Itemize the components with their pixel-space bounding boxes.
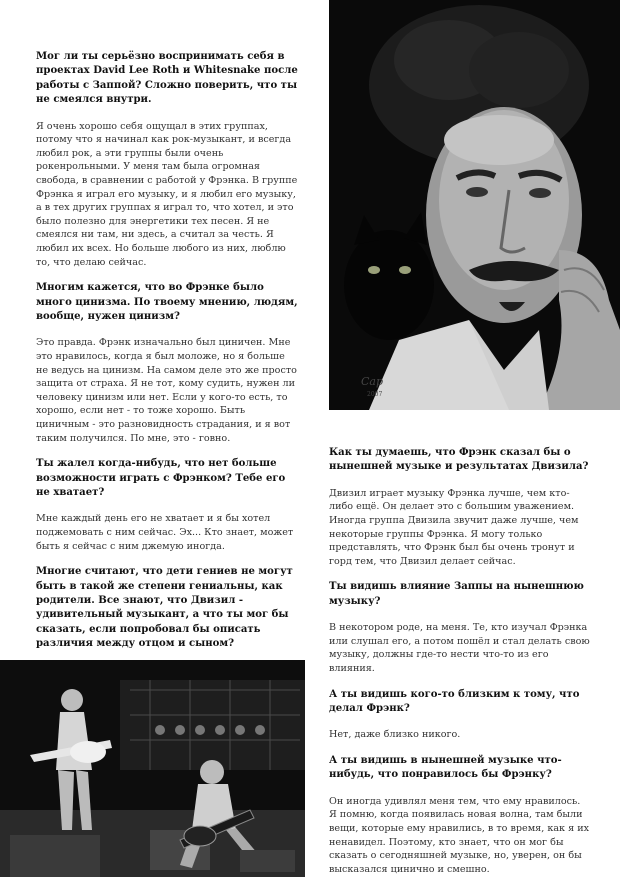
answer-1: Я очень хорошо себя ощущал в этих группах, потому что я начинал как рок-музыкант, и всегда любил рок, а эти группы были очень рокенрольными. У меня там была огромная свобода, в сравнении с работой у Фрэнка. В группе Фрэнка я играл его музыку, и я любил его музыку, а в тех других группах я играл то, что хотел, и это было полезно для энергетики тех песен. Я не смеялся ни там, ни здесь, а считал за честь. Я любил их всех. Но больше любого из них, люблю то, что делаю сейчас. bbox=[36, 120, 298, 268]
answer-7: Нет, даже близко никого. bbox=[329, 729, 461, 741]
band-photo bbox=[0, 660, 305, 877]
answer-6: В некотором роде, на меня. Те, кто изучал Фрэнка или слушал его, а потом пошёл и стал делать свою музыку, должны где-то нести что-то из его влияния. bbox=[329, 622, 590, 674]
portrait-illustration bbox=[329, 0, 620, 410]
question-2: Многим кажется, что во Фрэнке было много цинизма. По твоему мнению, людям, вообще, нужен цинизм? bbox=[36, 282, 298, 322]
portrait-drawing-icon bbox=[329, 0, 620, 410]
left-column bbox=[36, 50, 298, 759]
question-1: Мог ли ты серьёзно воспринимать себя в проектах David Lee Roth и Whitesnake после работы с Заппой? Сложно поверить, что ты не смеялся внутри. bbox=[36, 51, 298, 106]
answer-8: Он иногда удивлял меня тем, что ему нравилось. Я помню, когда появилась новая волна, там были вещи, которые ему нравились, в то время, как я их ненавидел. Поэтому, кто знает, что он мог бы сказать о сегодняшней музыке, но, уверен, он бы высказался цинично и смешно. bbox=[329, 795, 590, 875]
answer-3: Мне каждый день его не хватает и я бы хотел поджемовать с ним сейчас. Эх... Кто знает, может быть я сейчас с ним джемую иногда. bbox=[36, 513, 294, 552]
right-column bbox=[329, 446, 591, 876]
svg-text:2007: 2007 bbox=[367, 391, 383, 398]
question-5: Как ты думаешь, что Фрэнк сказал бы о нынешней музыке и результатах Двизила? bbox=[329, 447, 589, 473]
answer-5: Двизил играет музыку Фрэнка лучше, чем кто-либо ещё. Он делает это с большим уважением. Иногда группа Двизила звучит даже лучше, чем некоторые группы Фрэнка. Я могу только представлять, что Фрэнк был бы очень тронут и горд тем, что Двизил делает сейчас. bbox=[329, 487, 579, 567]
question-8: А ты видишь в нынешней музыке что-нибудь, что понравилось бы Фрэнку? bbox=[329, 754, 562, 781]
question-4: Многие считают, что дети гениев не могут быть в такой же степени гениальны, как родители. Все знают, что Двизил - удивительный музыкант, а что ты мог бы сказать, если попробовал бы описать различия между отцом и сыном? bbox=[36, 566, 293, 650]
answer-2: Это правда. Фрэнк изначально был циничен. Мне это нравилось, когда я был моложе, но я больше не ведусь на цинизм. На самом деле это же просто защита от страха. Я не тот, кому судить, нужен ли человеку цинизм или нет. Если у кого-то есть, то хорошо, если нет - то тоже хорошо. Быть циничным - это разновидность страдания, и я вот таким получился. По мне, это - говно. bbox=[36, 337, 297, 444]
question-7: А ты видишь кого-то близким к тому, что делал Фрэнк? bbox=[329, 688, 580, 714]
question-6: Ты видишь влияние Заппы на нынешнюю музыку? bbox=[329, 581, 584, 607]
portrait-signature: Cap bbox=[361, 375, 384, 388]
guitarists-on-stage-icon bbox=[0, 660, 305, 877]
question-3: Ты жалел когда-нибудь, что нет больше возможности играть с Фрэнком? Тебе его не хватает? bbox=[36, 458, 286, 498]
